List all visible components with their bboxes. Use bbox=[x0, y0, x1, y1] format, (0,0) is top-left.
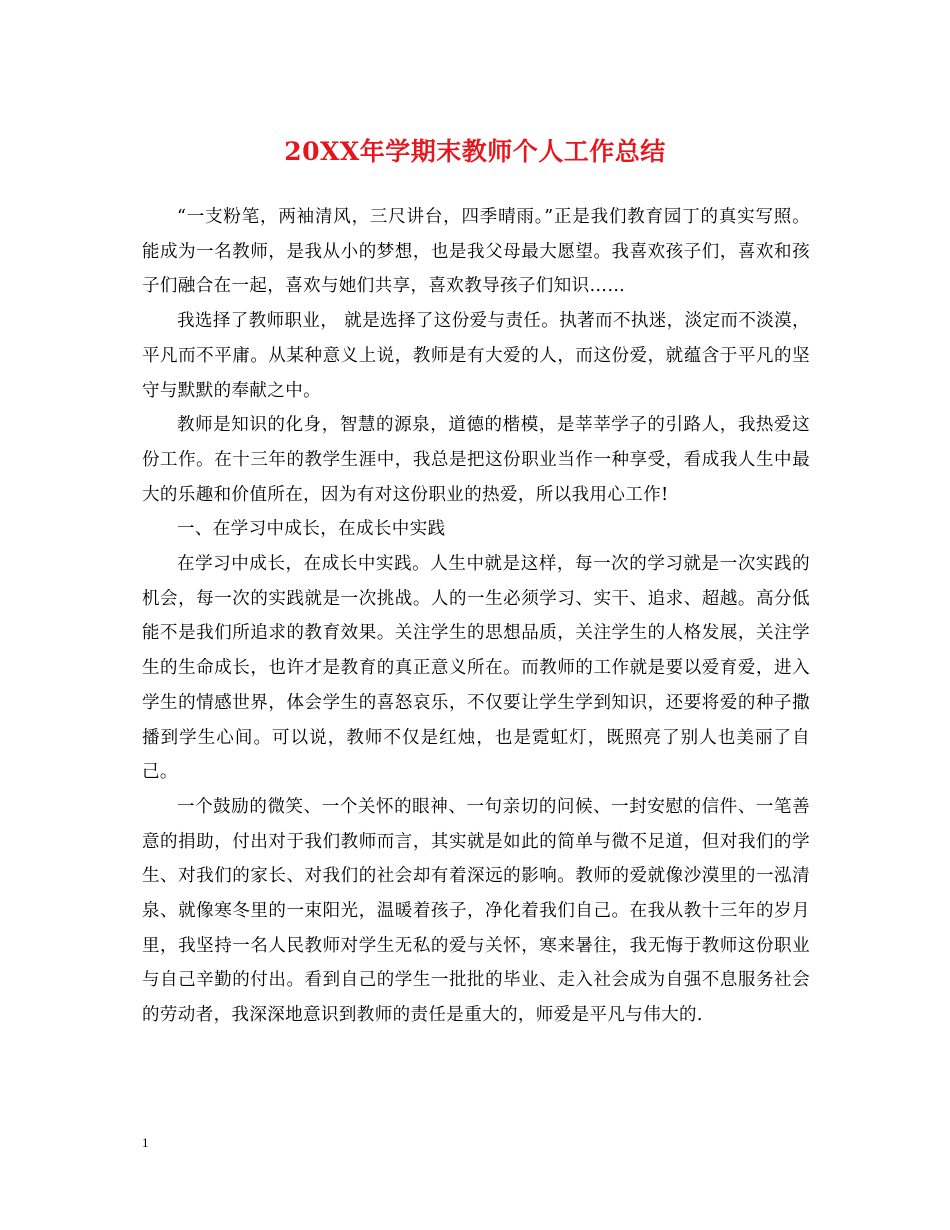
section-heading-1: 一、在学习中成长，在成长中实践 bbox=[177, 519, 446, 540]
paragraph-3: 教师是知识的化身，智慧的源泉，道德的楷模，是莘莘学子的引路人，我热爱这份工作。在十三年的教学生涯中，我总是把这份职业当作一种享受，看成我人生中最大的乐趣和价值所在，因为有对这份职业的热爱，所以我用心工作! bbox=[142, 415, 810, 505]
paragraph-4: 在学习中成长，在成长中实践。人生中就是这样，每一次的学习就是一次实践的机会，每一次的实践就是一次挑战。人的一生必须学习、实干、追求、超越。高分低能不是我们所追求的教育效果。关注学生的思想品质，关注学生的人格发展，关注学生的生命成长，也许才是教育的真正意义所在。而教师的工作就是要以爱育爱，进入学生的情感世界，体会学生的喜怒哀乐，不仅要让学生学到知识，还要将爱的种子撒播到学生心间。可以说，教师不仅是红烛，也是霓虹灯，既照亮了别人也美丽了自己。 bbox=[142, 554, 810, 783]
document-title: 20XX年学期末教师个人工作总结 bbox=[284, 137, 666, 166]
paragraph-5: 一个鼓励的微笑、一个关怀的眼神、一句亲切的问候、一封安慰的信件、一笔善意的捐助，付出对于我们教师而言，其实就是如此的简单与微不足道，但对我们的学生、对我们的家长、对我们的社会却有着深远的影响。教师的爱就像沙漠里的一泓清泉、就像寒冬里的一束阳光，温暖着孩子，净化着我们自己。在我从教十三年的岁月里，我坚持一名人民教师对学生无私的爱与关怀，寒来暑往，我无悔于教师这份职业与自己辛勤的付出。看到自己的学生一批批的毕业、走入社会成为自强不息服务社会的劳动者，我深深地意识到教师的责任是重大的，师爱是平凡与伟大的. bbox=[142, 796, 810, 1026]
paragraph-2: 我选择了教师职业， 就是选择了这份爱与责任。执著而不执迷，淡定而不淡漠，平凡而不平庸。从某种意义上说，教师是有大爱的人，而这份爱，就蕴含于平凡的坚守与默默的奉献之中。 bbox=[142, 311, 810, 401]
page-number: 1 bbox=[142, 1135, 149, 1150]
document-body bbox=[142, 200, 810, 1033]
paragraph-1: “一支粉笔，两袖清风，三尺讲台，四季晴雨。”正是我们教育园丁的真实写照。能成为一名教师，是我从小的梦想，也是我父母最大愿望。我喜欢孩子们，喜欢和孩子们融合在一起，喜欢与她们共享，喜欢教导孩子们知识…… bbox=[142, 207, 810, 297]
